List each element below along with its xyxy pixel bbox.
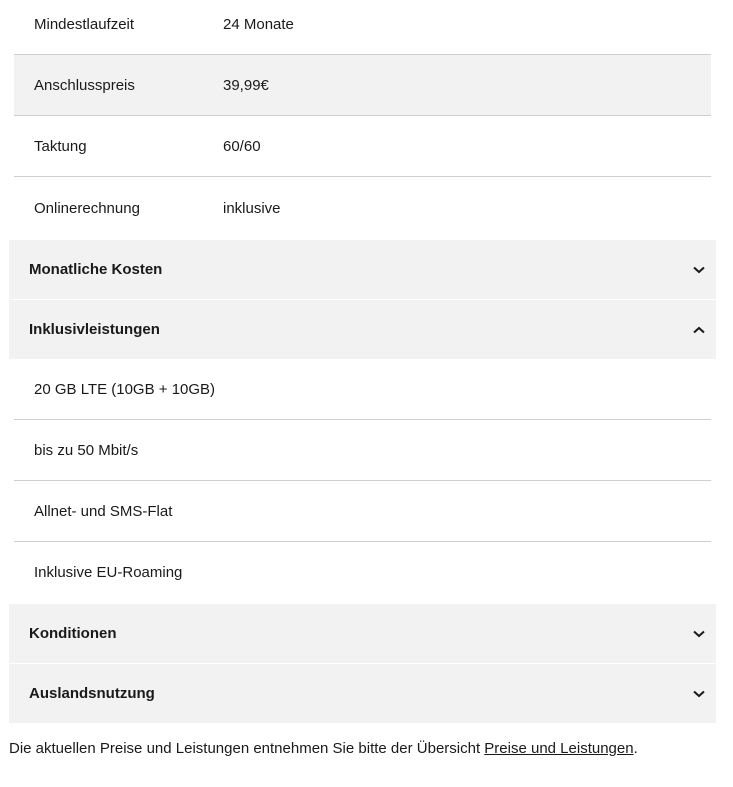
- table-row: [14, 55, 711, 116]
- chevron-down-icon[interactable]: [692, 263, 706, 277]
- list-item: [14, 481, 711, 542]
- section-title: Konditionen: [29, 625, 117, 642]
- list-item-text: Allnet- und SMS-Flat: [34, 502, 173, 520]
- row-value: 39,99€: [223, 76, 269, 94]
- footer-note: [9, 740, 638, 757]
- section-title: Monatliche Kosten: [29, 261, 163, 278]
- table-row: [14, 0, 711, 55]
- section-title: Inklusivleistungen: [29, 321, 160, 338]
- section-monatliche-kosten[interactable]: [9, 240, 716, 299]
- chevron-up-icon[interactable]: [692, 323, 706, 337]
- section-title: Auslandsnutzung: [29, 685, 155, 702]
- table-row: [14, 116, 711, 177]
- list-item-text: bis zu 50 Mbit/s: [34, 441, 139, 459]
- row-label: Onlinerechnung: [34, 199, 140, 217]
- chevron-down-icon[interactable]: [692, 687, 706, 701]
- footer-text: Die aktuellen Preise und Leistungen entnehmen Sie bitte der Übersicht: [9, 740, 485, 757]
- row-value: 60/60: [223, 137, 261, 155]
- row-value: inklusive: [223, 199, 281, 217]
- section-auslandsnutzung[interactable]: [9, 664, 716, 723]
- row-label: Mindestlaufzeit: [34, 16, 135, 33]
- footer-suffix: .: [633, 740, 638, 757]
- list-item-text: Inklusive EU-Roaming: [34, 564, 183, 581]
- list-item-text: 20 GB LTE (10GB + 10GB): [34, 380, 216, 398]
- row-label: Anschlusspreis: [34, 76, 135, 94]
- list-item: [14, 542, 711, 603]
- list-item: [14, 420, 711, 481]
- contract-details-table: [14, 0, 711, 239]
- list-item: [14, 359, 711, 420]
- section-inklusivleistungen[interactable]: [9, 300, 716, 359]
- row-label: Taktung: [34, 137, 87, 155]
- inklusivleistungen-list: [14, 359, 711, 603]
- row-value: 24 Monate: [223, 16, 294, 33]
- section-konditionen[interactable]: [9, 604, 716, 663]
- preise-und-leistungen-link[interactable]: Preise und Leistungen: [484, 740, 634, 757]
- chevron-down-icon[interactable]: [692, 627, 706, 641]
- table-row: [14, 177, 711, 239]
